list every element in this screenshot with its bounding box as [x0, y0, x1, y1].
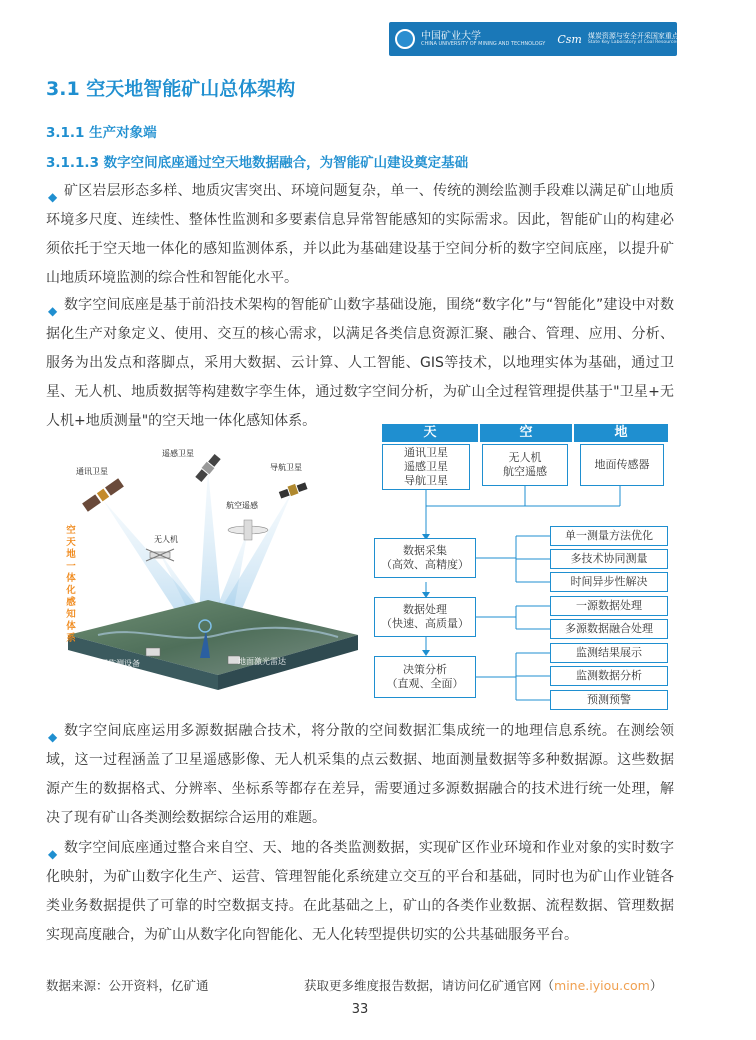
- university-seal-icon: [395, 29, 415, 49]
- data-source-note: 数据来源：公开资料，亿矿通: [46, 978, 209, 993]
- lab-logo-mark: Csm: [557, 32, 582, 46]
- flow-header-air: 空: [480, 424, 572, 442]
- paragraph-3: ◆ 数字空间底座运用多源数据融合技术，将分散的空间数据汇集成统一的地理信息系统。在测绘领域，这一过程涵盖了卫星遥感影像、无人机采集的点云数据、地面测量数据等多种数据源。这些数据源产生的数据格式、分辨率、坐标系等都存在差异，需要通过多源数据融合的技术进行统一处理，解决了现有矿山各类测绘数据综合运用的难题。: [46, 723, 674, 826]
- university-name: 中国矿业大学 CHINA UNIVERSITY OF MINING AND TECHNOLOGY: [421, 30, 546, 47]
- bullet-diamond-icon: ◆: [48, 730, 58, 744]
- flow-header-ground: 地: [574, 424, 668, 442]
- aerial-survey-label: 航空遥感: [226, 501, 258, 510]
- paragraph-2: ◆ 数字空间底座是基于前沿技术架构的智能矿山数字基础设施，围绕“数字化”与“智能化”建设中对数据化生产对象定义、使用、交互的核心需求，以满足各类信息资源汇聚、融合、管理、应用、分析、服务为出发点和落脚点，采用大数据、云计算、人工智能、GIS等技术，以地理实体为基础，通过卫星、无人机、地质数据等构建数字孪生体，通过数字空间分析，为矿山全过程管理提供基于"卫星+无人机+地质测量"的空天地一体化感知体系。: [46, 297, 674, 429]
- subsection-title: 3.1.1 生产对象端: [46, 125, 157, 141]
- decision-analysis-box: 决策分析 （直观、全面）: [374, 656, 476, 698]
- iot-device-label: 物联网监测设备: [84, 659, 140, 668]
- header-logo-strip: [389, 22, 755, 56]
- drone-label: 无人机: [154, 535, 178, 544]
- bullet-diamond-icon: ◆: [48, 847, 58, 861]
- website-link[interactable]: mine.iyiou.com: [554, 978, 650, 993]
- visit-website-note: 获取更多维度报告数据，请访问亿矿通官网（mine.iyiou.com）: [304, 978, 663, 993]
- illustration-vertical-label: 空天地一体化感知体系: [66, 525, 76, 644]
- sky-sources-box: 通讯卫星 遥感卫星 导航卫星: [382, 444, 470, 490]
- paragraph-1: ◆ 矿区岩层形态多样、地质灾害突出、环境问题复杂，单一、传统的测绘监测手段难以满足矿山地质环境多尺度、连续性、整体性监测和多要素信息异常智能感知的实际需求。因此，智能矿山的构建必须依托于空天地一体化的感知监测体系，并以此为基础建设基于空间分析的数字空间底座，以提升矿山地质环境监测的综合性和智能化水平。: [46, 183, 674, 286]
- page-number: 33: [351, 1002, 369, 1017]
- bullet-diamond-icon: ◆: [48, 304, 58, 318]
- output-data-analysis: 监测数据分析: [550, 666, 668, 686]
- air-sources-box: 无人机 航空遥感: [482, 444, 568, 486]
- data-processing-box: 数据处理 （快速、高质量）: [374, 597, 476, 637]
- mountain-logo-icon: [740, 25, 756, 37]
- comm-satellite-label: 通讯卫星: [76, 467, 108, 476]
- output-multi-tech: 多技术协同测量: [550, 549, 668, 569]
- section-title: 3.1 空天地智能矿山总体架构: [46, 78, 296, 100]
- lab-name: 煤炭资源与安全开采国家重点实验室 State Key Laboratory of Coal Resources and Safe Mining(CUMT): [587, 32, 735, 46]
- output-multi-source: 多源数据融合处理: [550, 619, 668, 639]
- paragraph-4: ◆ 数字空间底座通过整合来自空、天、地的各类监测数据，实现矿区作业环境和作业对象的实时数字化映射，为矿山数字化生产、运营、管理智能化系统建立交互的平台和基础，同时也为矿山作业链各类业务数据提供了可靠的时空数据支持。在此基础之上，矿山的各类作业数据、流程数据、管理数据实现高度融合，为矿山从数字化向智能化、无人化转型提供切实的公共基础服务平台。: [46, 840, 674, 943]
- output-forecast-warning: 预测预警: [550, 690, 668, 710]
- ground-sources-box: 地面传感器: [580, 444, 664, 486]
- output-time-async: 时间异步性解决: [550, 572, 668, 592]
- data-collection-box: 数据采集 （高效、高精度）: [374, 538, 476, 578]
- nav-satellite-label: 导航卫星: [270, 463, 302, 472]
- bullet-diamond-icon: ◆: [48, 190, 58, 204]
- output-single-method: 单一测量方法优化: [550, 526, 668, 546]
- subsubsection-title: 3.1.1.3 数字空间底座通过空天地数据融合，为智能矿山建设奠定基础: [46, 155, 469, 171]
- space-air-ground-illustration: [58, 430, 368, 710]
- remote-satellite-label: 遥感卫星: [162, 449, 194, 458]
- partner-logo: 亿矿通: [740, 25, 756, 53]
- flowchart: [376, 424, 672, 714]
- output-single-source: 一源数据处理: [550, 596, 668, 616]
- flow-header-sky: 天: [382, 424, 478, 442]
- lidar-label: 地面激光雷达: [238, 657, 286, 666]
- output-result-display: 监测结果展示: [550, 643, 668, 663]
